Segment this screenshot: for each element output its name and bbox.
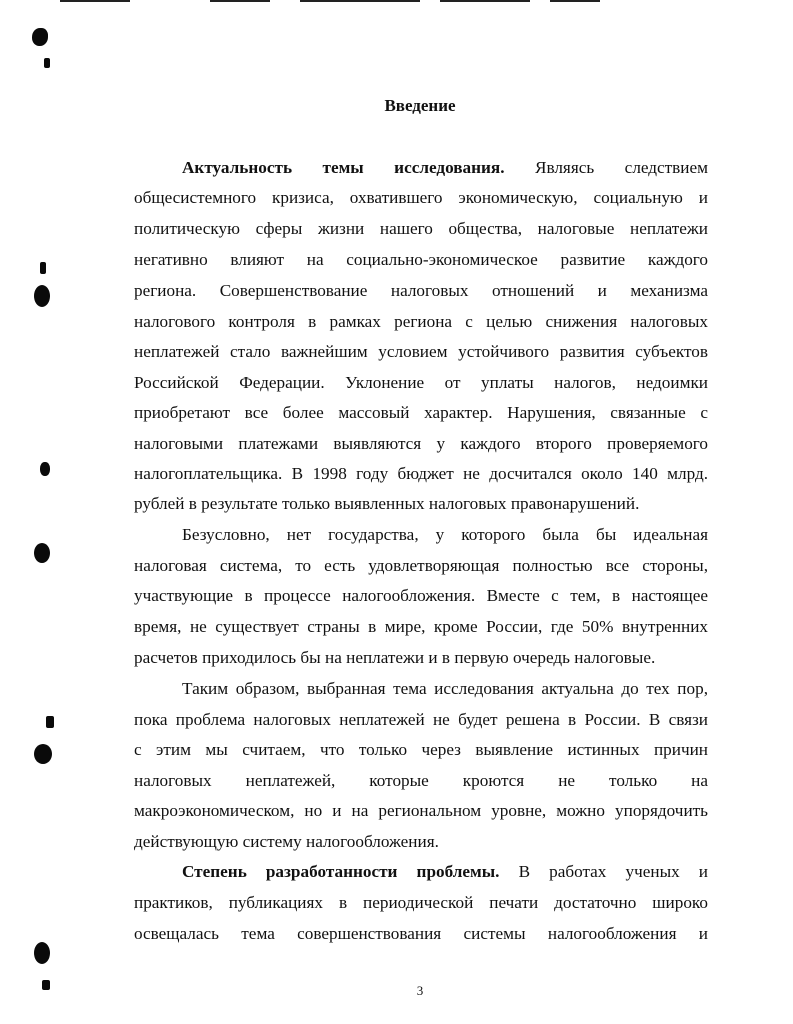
text-line [134,188,708,208]
text-line [134,250,708,270]
text-line [134,710,708,730]
line-text: налоговых неплатежей, которые кроются не только на [134,771,708,790]
text-line [134,924,708,944]
line-text: В работах ученых и [499,862,708,881]
line-text: практиков, публикациях в периодической печати достаточно широко [134,893,708,912]
text-line [182,862,708,882]
binder-mark [34,942,50,964]
line-text: региона. Совершенствование налоговых отношений и механизма [134,281,708,300]
text-line [134,494,708,514]
line-text: рублей в результате только выявленных налоговых правонарушений. [134,494,640,513]
section-title: Введение [384,96,456,115]
line-text: общесистемного кризиса, охватившего экономическую, социальную и [134,188,708,207]
bold-lead-phrase: Актуальность темы исследования. [182,158,505,177]
line-text: расчетов приходилось бы на неплатежи и в первую очередь налоговые. [134,648,656,667]
line-text: с этим мы считаем, что только через выявление истинных причин [134,740,708,759]
line-text: политическую сферы жизни нашего общества, налоговые неплатежи [134,219,708,238]
text-line [134,342,708,362]
text-line [134,801,708,821]
text-line [134,648,708,668]
binder-mark [34,543,50,563]
line-text: налогового контроля в рамках региона с целью снижения налоговых [134,312,708,331]
binder-mark [40,462,50,476]
line-text: действующую систему налогообложения. [134,832,439,851]
bold-lead-phrase: Степень разработанности проблемы. [182,862,500,881]
line-text: Российской Федерации. Уклонение от уплаты налогов, недоимки [134,373,708,392]
line-text: освещалась тема совершенствования системы налогообложения и [134,924,708,943]
text-line [134,617,708,637]
line-text: участвующие в процессе налогообложения. Вместе с тем, в настоящее [134,586,708,605]
binder-mark [44,58,50,68]
text-line [134,373,708,393]
binder-mark [32,28,48,46]
line-text: приобретают все более массовый характер. Нарушения, связанные с [134,403,708,422]
text-line [134,832,708,852]
line-text: Таким образом, выбранная тема исследования актуальна до тех пор, [182,679,708,698]
line-text: Являясь следствием [504,158,708,177]
text-line [134,556,708,576]
text-line [134,281,708,301]
text-line [134,219,708,239]
text-line [182,679,708,699]
scan-edge-artifact [60,0,600,4]
line-text: пока проблема налоговых неплатежей не будет решена в России. В связи [134,710,708,729]
text-line [182,525,708,545]
binder-mark [40,262,46,274]
text-line [134,312,708,332]
line-text: негативно влияют на социально-экономическое развитие каждого [134,250,708,269]
binder-mark [34,744,52,764]
line-text: Безусловно, нет государства, у которого была бы идеальная [182,525,708,544]
text-line [182,158,708,178]
text-line [134,893,708,913]
text-line [134,740,708,760]
binder-mark [46,716,54,728]
line-text: налоговыми платежами выявляются у каждого второго проверяемого [134,434,708,453]
line-text: неплатежей стало важнейшим условием устойчивого развития субъектов [134,342,708,361]
text-line [134,403,708,423]
text-line [134,464,708,484]
page-number: 3 [416,983,424,998]
text-line [134,434,708,454]
line-text: налогоплательщика. В 1998 году бюджет не досчитался около 140 млрд. [134,464,708,483]
binder-mark [34,285,50,307]
line-text: время, не существует страны в мире, кроме России, где 50% внутренних [134,617,708,636]
text-line [134,586,708,606]
line-text: налоговая система, то есть удовлетворяющая полностью все стороны, [134,556,708,575]
text-line [134,771,708,791]
line-text: макроэкономическом, но и на региональном уровне, можно упорядочить [134,801,708,820]
